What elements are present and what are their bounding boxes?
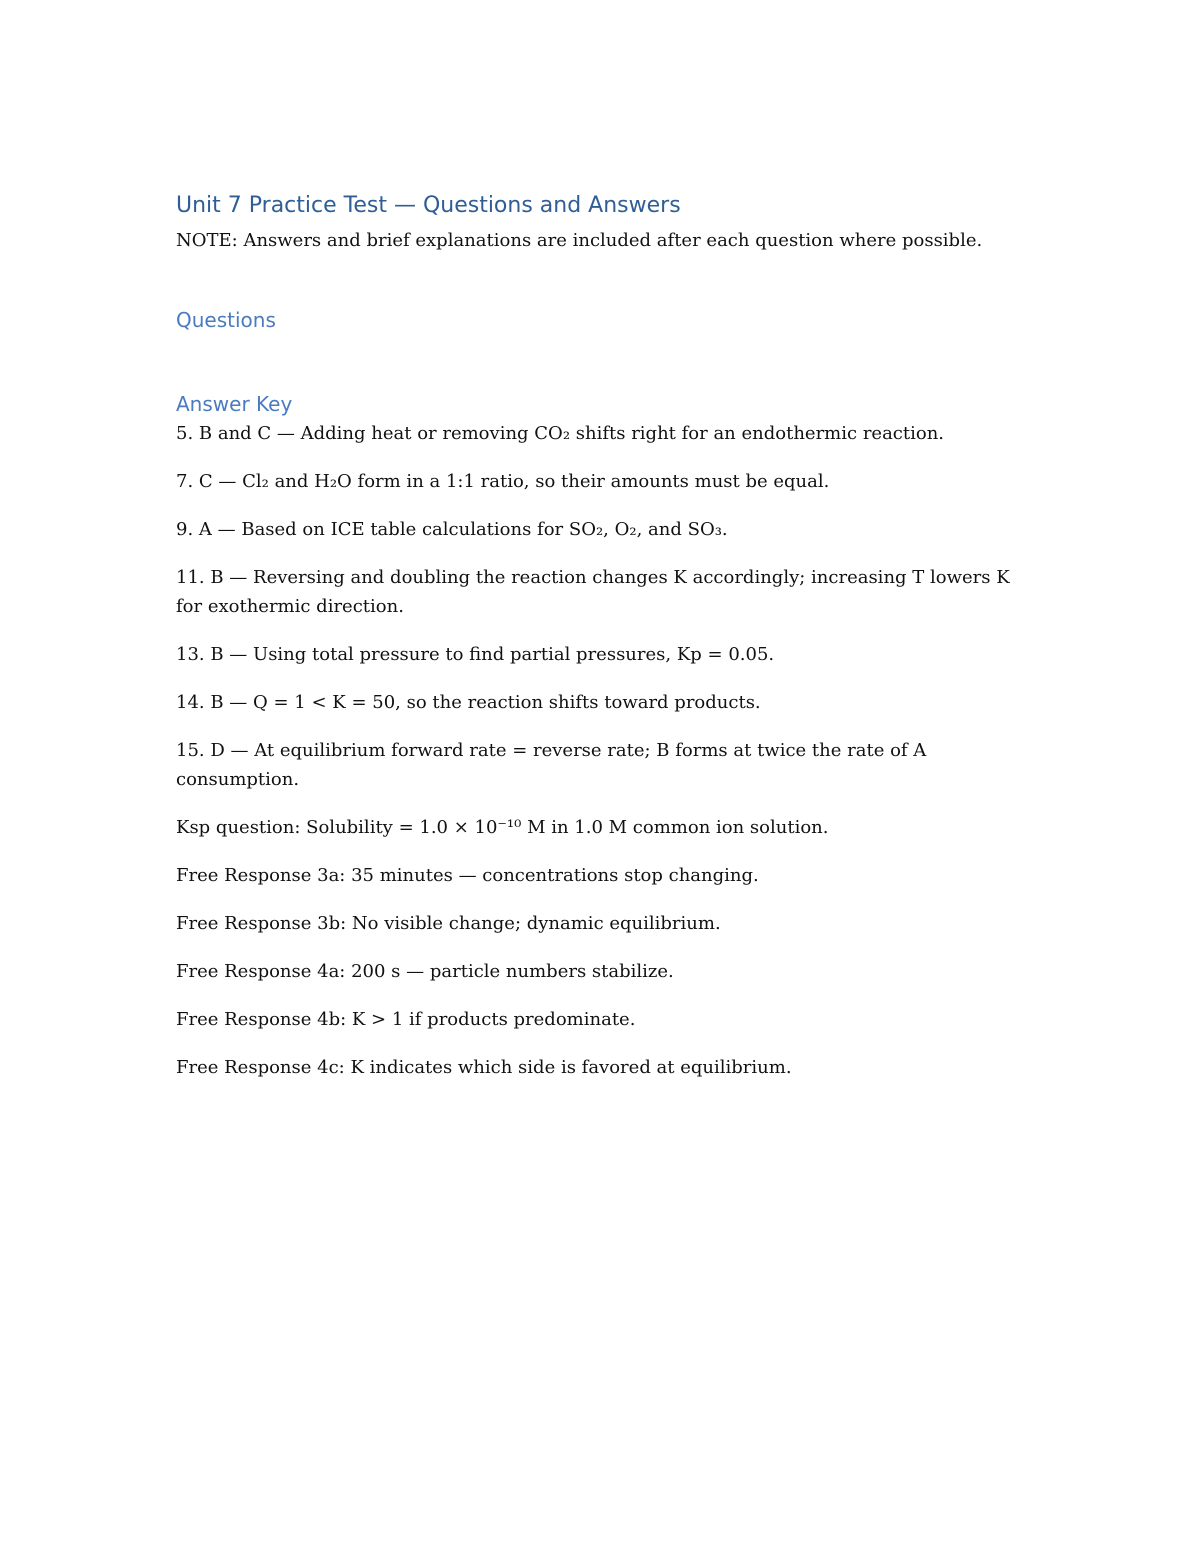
answer-item: Free Response 3a: 35 minutes — concentrations stop changing.	[176, 865, 759, 886]
answer-item: 7. C — Cl₂ and H₂O form in a 1:1 ratio, so their amounts must be equal.	[176, 471, 830, 492]
answer-item: 14. B — Q = 1 < K = 50, so the reaction shifts toward products.	[176, 692, 761, 713]
answer-list	[176, 419, 1026, 1082]
answer-item: 13. B — Using total pressure to find partial pressures, Kp = 0.05.	[176, 644, 775, 665]
answer-item: 15. D — At equilibrium forward rate = reverse rate; B forms at twice the rate of A consumption.	[176, 740, 927, 790]
answer-item: 9. A — Based on ICE table calculations for SO₂, O₂, and SO₃.	[176, 519, 728, 540]
answer-item: Free Response 4b: K > 1 if products predominate.	[176, 1009, 636, 1030]
document-body	[176, 190, 1026, 1101]
answer-item: Free Response 4c: K indicates which side is favored at equilibrium.	[176, 1057, 792, 1078]
answer-item: Ksp question: Solubility = 1.0 × 10⁻¹⁰ M in 1.0 M common ion solution.	[176, 817, 829, 838]
document-title: Unit 7 Practice Test — Questions and Answers	[176, 193, 681, 218]
answer-item: 5. B and C — Adding heat or removing CO₂ shifts right for an endothermic reaction.	[176, 423, 945, 444]
questions-heading: Questions	[176, 308, 276, 332]
answer-item: Free Response 3b: No visible change; dynamic equilibrium.	[176, 913, 721, 934]
answer-key-heading: Answer Key	[176, 392, 293, 416]
answer-item: Free Response 4a: 200 s — particle numbers stabilize.	[176, 961, 674, 982]
note-paragraph: NOTE: Answers and brief explanations are included after each question where possible.	[176, 230, 983, 251]
answer-item: 11. B — Reversing and doubling the reaction changes K accordingly; increasing T lowers K for exothermic direction.	[176, 567, 1010, 617]
